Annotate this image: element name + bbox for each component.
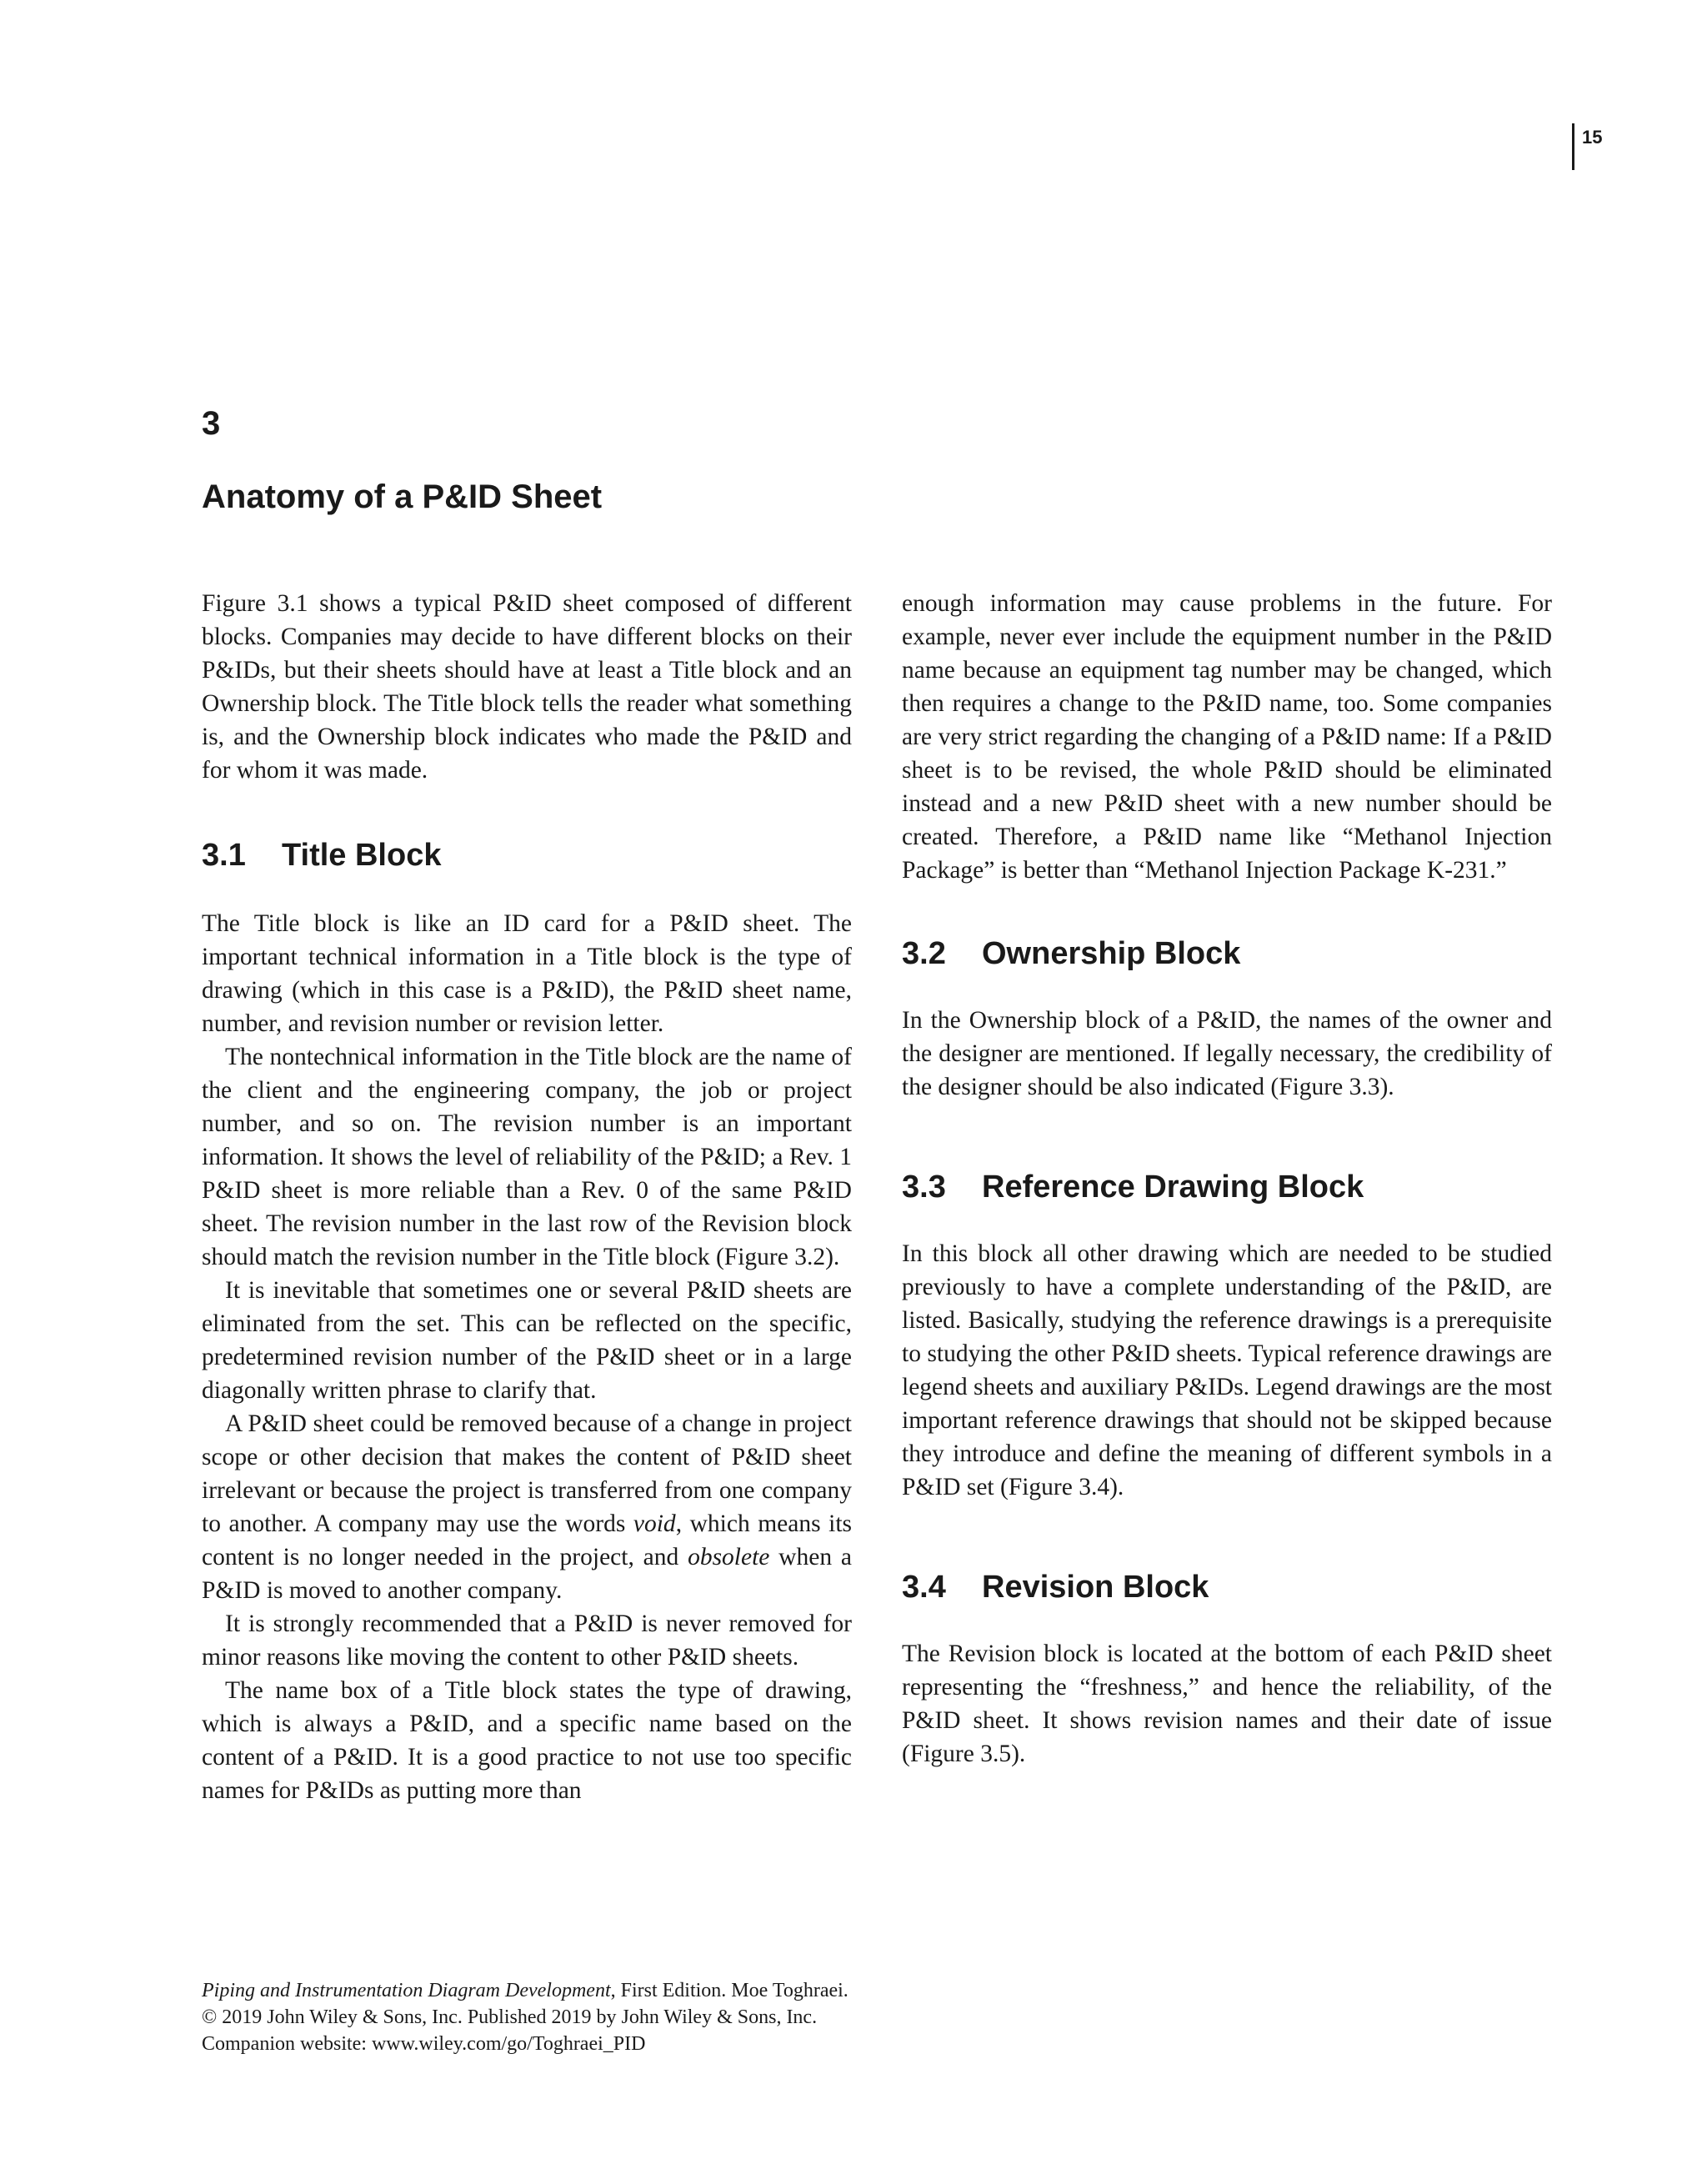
ownership-block-paragraph: In the Ownership block of a P&ID, the names of the owner and the designer are mentioned. If legally necessary, the credibility of the designer should be also indicated (Figure 3.3). [902,1007,1552,1100]
section-heading-3-2 [902,934,1552,974]
right-column [902,587,1552,1771]
title-block-paragraph-5: It is strongly recommended that a P&ID is never removed for minor reasons like moving the content to other P&ID sheets. [202,1610,852,1671]
section-number: 3.1 [202,838,246,873]
title-block-paragraph-1: The Title block is like an ID card for a P&ID sheet. The important technical information in a Title block is the type of drawing (which in this case is a P&ID), the P&ID sheet name, number, and revision number or revision letter. [202,910,852,1037]
chapter-number: 3 [202,405,221,442]
chapter-title: Anatomy of a P&ID Sheet [202,478,603,515]
title-block-paragraph-2: The nontechnical information in the Title block are the name of the client and the engineering company, the job or project number, and so on. The revision number is an important information. It shows the level of reliability of the P&ID; a Rev. 1 P&ID sheet is more reliable than a Rev. 0 of the same P&ID sheet. The revision number in the last row of the Revision block should match the revision number in the Title block (Figure 3.2). [202,1044,852,1270]
term-obsolete: obsolete [688,1544,770,1570]
footer-line-2: © 2019 John Wiley & Sons, Inc. Published 2019 by John Wiley & Sons, Inc. [202,2006,818,2028]
continuation-paragraph: enough information may cause problems in the future. For example, never ever include the equipment number in the P&ID name because an equipment tag number may be changed, which then requires a change to the P&ID name, too. Some companies are very strict regarding the changing of a P&ID name: If a P&ID sheet is to be revised, the whole P&ID should be eliminated instead and a new P&ID sheet with a new number should be created. Therefore, a P&ID name like “Methanol Injection Package” is better than “Methanol Injection Package K-231.” [902,590,1552,884]
left-column [202,587,852,1807]
section-title: Ownership Block [982,936,1241,971]
term-void: void [633,1510,676,1537]
section-heading-3-1 [202,835,852,875]
copyright-footer [202,1977,848,2057]
section-heading-3-4 [902,1567,1552,1607]
page-number: 15 [1582,127,1603,148]
page-number-rule [1572,123,1574,170]
text-span: , which means its content is no longer needed in the project, and [202,1510,852,1570]
section-title: Reference Drawing Block [982,1170,1364,1205]
title-block-paragraph-4 [202,1407,852,1607]
section-number: 3.4 [902,1570,946,1605]
title-block-paragraph-3: It is inevitable that sometimes one or several P&ID sheets are eliminated from the set. This can be reflected on the specific, predetermined revision number of the P&ID sheet or in a large diagonally written phrase to clarify that. [202,1277,852,1404]
section-number: 3.2 [902,936,946,971]
footer-line-1 [202,1977,848,2004]
section-heading-3-3 [902,1167,1552,1207]
revision-block-paragraph: The Revision block is located at the bottom of each P&ID sheet representing the “freshness,” and hence the reliability, of the P&ID sheet. It shows revision names and their date of issue (Figure 3.5). [902,1641,1552,1767]
footer-edition-author: , First Edition. Moe Toghraei. [610,1980,848,2001]
section-title: Title Block [282,838,442,873]
reference-drawing-paragraph: In this block all other drawing which are needed to be studied previously to have a complete understanding of the P&ID, are listed. Basically, studying the reference drawings is a prerequisite to studying the other P&ID sheets. Typical reference drawings are legend sheets and auxiliary P&IDs. Legend drawings are the most important reference drawings that should not be skipped because they introduce and define the meaning of different symbols in a P&ID set (Figure 3.4). [902,1240,1552,1500]
footer-line-3: Companion website: www.wiley.com/go/Toghraei_PID [202,2033,646,2055]
text-span: A P&ID sheet could be removed because of a change in project scope or other decision that makes the content of P&ID sheet irrelevant or because the project is transferred from one company to another. A company may use the words [202,1410,852,1537]
text-span: when a P&ID is moved to another company. [202,1544,852,1604]
section-number: 3.3 [902,1170,946,1205]
intro-paragraph: Figure 3.1 shows a typical P&ID sheet composed of different blocks. Companies may decide to have different blocks on their P&IDs, but their sheets should have at least a Title block and an Ownership block. The Title block tells the reader what something is, and the Ownership block indicates who made the P&ID and for whom it was made. [202,590,852,784]
book-title: Piping and Instrumentation Diagram Development [202,1980,611,2001]
title-block-paragraph-6: The name box of a Title block states the type of drawing, which is always a P&ID, and a specific name based on the content of a P&ID. It is a good practice to not use too specific names for P&IDs as putting more than [202,1677,852,1804]
section-title: Revision Block [982,1570,1209,1605]
